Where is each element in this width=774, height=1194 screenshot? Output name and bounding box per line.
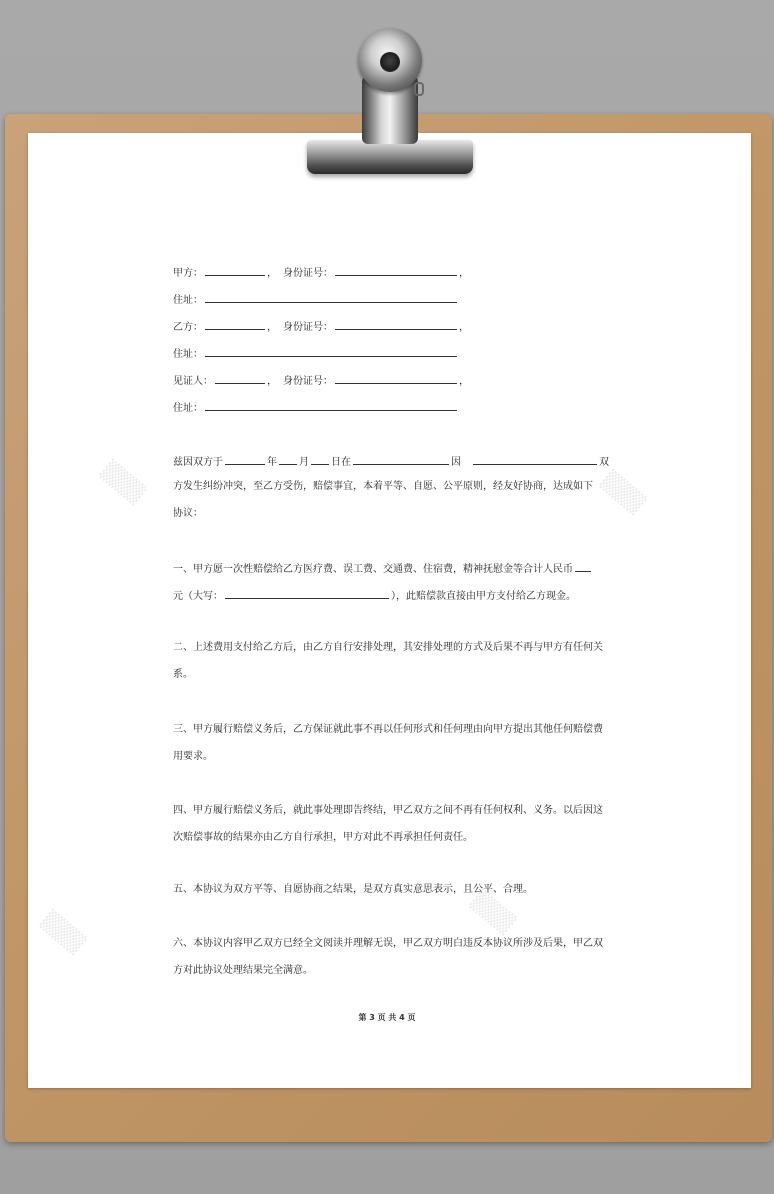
clause-6: 六、本协议内容甲乙双方已经全文阅读并理解无误，甲乙双方明白违反本协议所涉及后果，甲乙双方对此协议处理结果完全满意。 [173,938,603,976]
watermark: ▒▒▒ [597,467,649,517]
watermark: ▒▒▒ [467,887,519,937]
day-blank [311,453,329,465]
binder-clip-base [307,140,473,174]
witness-id-label: 身份证号： [283,376,333,387]
party-b-row [173,318,469,335]
witness-label: 见证人： [173,376,213,387]
comma: ， [459,322,469,333]
party-a-address-blank [205,291,457,303]
intro-text: 兹因双方于 [173,457,223,468]
watermark: ▒▒▒ [37,907,89,957]
month-blank [279,453,297,465]
witness-id-blank [335,372,457,384]
clause-1-text: 元（大写： [173,591,223,602]
party-b-label: 乙方： [173,322,203,333]
clause-4: 四、甲方履行赔偿义务后，就此事处理即告终结，甲乙双方之间不再有任何权利、义务。以后因这次赔偿事故的结果亦由乙方自行承担，甲方对此不再承担任何责任。 [173,805,603,843]
party-a-address-label: 住址： [173,295,203,306]
party-b-address-label: 住址： [173,349,203,360]
witness-address-row [173,399,459,416]
watermark: ▒▒▒ [97,457,149,507]
comma: ， [267,322,277,333]
binder-clip-rivet [380,52,400,72]
party-a-row [173,264,469,281]
month-label: 月 [299,457,309,468]
clause-1-text: 一、甲方愿一次性赔偿给乙方医疗费、误工费、交通费、住宿费，精神抚慰金等合计人民币 [173,564,573,575]
comma: ， [459,376,469,387]
witness-row [173,372,469,389]
day-label: 日在 [331,457,351,468]
intro-text: 双 [599,457,609,468]
location-blank [353,453,449,465]
party-a-label: 甲方： [173,268,203,279]
intro-line-3: 协议： [173,508,203,519]
party-b-address-row [173,345,459,362]
witness-address-label: 住址： [173,403,203,414]
clause-1-line-2 [173,587,576,604]
amount-words-blank [225,587,389,599]
year-blank [225,453,265,465]
comma: ， [459,268,469,279]
year-label: 年 [267,457,277,468]
reason-blank [473,453,597,465]
party-b-id-label: 身份证号： [283,322,333,333]
comma: ， [267,268,277,279]
because-label: 因 [451,457,461,468]
amount-blank [575,560,591,572]
clause-2: 二、上述费用支付给乙方后，由乙方自行安排处理，其安排处理的方式及后果不再与甲方有任何关系。 [173,642,603,680]
witness-address-blank [205,399,457,411]
intro-line-1 [173,453,609,470]
clause-3: 三、甲方履行赔偿义务后，乙方保证就此事不再以任何形式和任何理由向甲方提出其他任何赔偿费用要求。 [173,724,603,762]
clause-1-text: ），此赔偿款直接由甲方支付给乙方现金。 [391,591,576,602]
clause-5: 五、本协议为双方平等、自愿协商之结果，是双方真实意思表示，且公平、合理。 [173,884,533,895]
intro-line-2: 方发生纠纷冲突，至乙方受伤，赔偿事宜，本着平等、自愿、公平原则，经友好协商，达成如下 [173,481,593,492]
party-a-id-label: 身份证号： [283,268,333,279]
party-a-name-blank [205,264,265,276]
party-a-address-row [173,291,459,308]
party-b-name-blank [205,318,265,330]
witness-name-blank [215,372,265,384]
party-b-address-blank [205,345,457,357]
page-number: 第 3 页 共 4 页 [358,1013,416,1022]
party-a-id-blank [335,264,457,276]
binder-clip-wire [414,82,424,96]
party-b-id-blank [335,318,457,330]
clause-1-line-1 [173,560,593,577]
comma: ， [267,376,277,387]
